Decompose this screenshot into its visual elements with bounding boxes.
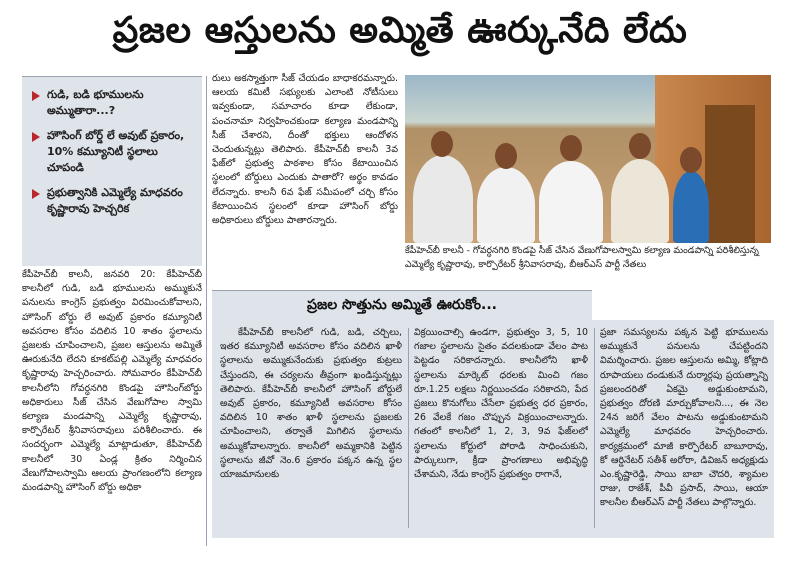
headline: ప్రజల ఆస్తులను అమ్మితే ఊర్కునేది లేదు [112,10,688,51]
article-text: రులు అకస్మాత్తుగా సీజ్ చేయడం బాధాకరమన్నారు. ఆలయ కమిటీ సభ్యులకు ఎలాంటి నోటీసులు ఇవ్వకుండా, సమాచారం కూడా లేకుండా, పంచనామా నిర్వహించకుండా కల్యాణ మండపాన్ని సీజ్ చేశారని, దీంతో భక్తులు ఆందోళన చెందుతున్నట్లు తెలిపారు. కేపీహెచ్‌బీ కాలనీ 3వ ఫేజ్‌లో ప్రభుత్వ పాఠశాల కోసం కేటాయించిన స్థలంలో బోర్డులు ఎందుకు పాతారో? అర్థం కావడం లేదన్నారు. కాలనీ 6వ ఫేజ్ సమీపంలో చర్చి కోసం కేటాయించిన స్థలంలో కూడా హౌసింగ్ బోర్డు అధికారులు బోర్డులు పాతారన్నారు. [212,73,398,227]
bottom-column-3 [600,326,768,534]
highlight-item [32,185,192,217]
photo-person-head [495,143,517,169]
highlight-text: గుడి, బడి భూములను అమ్ముతారా...? [47,88,144,117]
photo-door [705,105,755,243]
bottom-panel [212,320,774,538]
photo-person [673,171,709,243]
article-text: కేపీహెచ్‌బీ కాలనీలో గుడి, బడి, చర్చిలు, ఇతర కమ్యూనిటీ అవసరాల కోసం వదిలిన ఖాళీ స్థలాలను అమ్ముకునేందుకు ప్రభుత్వం కుట్రలు చేస్తుందని, ఈ చర్యలను తీవ్రంగా ఖండిస్తున్నట్లు తెలిపారు. కేపీహెచ్‌బీ కాలనీలో హౌసింగ్ బోర్డులే అవుట్ ప్రకారం, కమ్యూనిటీ అవసరాల కోసం వదిలిన 10 శాతం ఖాళీ స్థలాలను ప్రజలకు చూపించాలని, తర్వాతే మిగిలిన స్థలాలను అమ్ముకోవాలన్నారు. కాలనీలో అమ్మకానికి పెట్టిన స్థలాలను జీవో నెం.6 ప్రకారం పక్కన ఉన్న స్థల యాజమానులకు [220,327,402,481]
news-photo [405,75,771,243]
article-column-2 [212,72,398,284]
triangle-bullet-icon [32,189,40,199]
photo-person-head [560,135,582,161]
highlights-box [22,76,202,266]
photo-person [413,155,473,243]
article-text: ప్రజా సమస్యలను పక్కన పెట్టి భూములను అమ్ముకునే పనులను చేపట్టిందని విమర్శించారు. ప్రజల ఆస్తులను అమ్మి, కోట్లాది రూపాయలు దండుకునే దుర్మార్గపు ప్రయత్నాన్ని ప్రజలందరితో ఏకమై అడ్డుకుంటామని, ప్రభుత్వం దోరణి మార్చుకోవాలని..., ఈ నెల 24న జరిగే వేలం పాటను అడ్డుకుంటామని ఎమ్మెల్యే మాధవరం హెచ్చరించారు. కార్యక్రమంలో మాజీ కార్పొరేటర్ బాబూరావు, కో ఆర్డినేటర్ సతీశ్ అరోరా, డివిజన్ అధ్యక్షుడు ఎం.కృష్ణారెడ్డి, సాయి బాబా చౌదరి, శ్యామల రాజు, రాజేశ్, పీవీ ప్రసాద్, సాయి, ఆయా కాలనీల బీఆర్ఎస్ పార్టీ నేతలు పాల్గొన్నారు. [600,327,768,509]
highlight-item [32,87,192,119]
photo-person-head [680,147,702,173]
bottom-column-1 [220,326,402,534]
photo-person [539,161,603,243]
photo-person-head [431,131,453,157]
highlight-text: ప్రభుత్వానికి ఎమ్మెల్యే మాధవరం కృష్ణారావు హెచ్చరిక [47,186,183,215]
photo-caption: కేపీహెచ్‌బీ కాలనీ - గోవర్ధనగిరి కొండపై సీజ్ చేసిన వేణుగోపాలస్వామి కల్యాణ మండపాన్ని పరిశీలిస్తున్న ఎమ్మెల్యే కృష్ణారావు, కార్పొరేటర్ శ్రీనివాసరావు, బీఆర్ఎస్ పార్టీ నేతలు [405,245,759,270]
photo-person [477,167,535,243]
bottom-column-2 [414,326,588,534]
article-column-1 [22,268,202,558]
photo-person-head [629,133,651,159]
column-divider [408,328,409,528]
subheadline [212,290,592,321]
photo-person [611,159,669,243]
triangle-bullet-icon [32,91,40,101]
column-divider [206,76,207,546]
article-text: కేపీహెచ్‌బీ కాలనీ, జనవరి 20: కేపీహెచ్‌బీ కాలనీలో గుడి, బడి భూములను అమ్ముకునే పనులను కాంగ్రెస్ ప్రభుత్వం విరమించుకోవాలని, హౌసింగ్ బోర్డు లే అవుట్ ప్రకారం కమ్యూనిటీ అవసరాల కోసం వదిలిన 10 శాతం స్థలాలను ప్రజలకు చూపించాలని, ప్రజల ఆస్తులను అమ్మితే ఊరుకునేది లేదని కూకట్‌పల్లి ఎమ్మెల్యే మాధవరం కృష్ణారావు హెచ్చరించారు. సోమవారం కేపీహెచ్‌బీ కాలనీలోని గోవర్ధనగిరి కొండపై హౌసింగ్‌బోర్డు అధికారులు సీజ్ చేసిన వేణుగోపాల స్వామి కల్యాణ మండపాన్ని ఎమ్మెల్యే కృష్ణారావు, కార్పొరేటర్ శ్రీనివాసరావులు పరిశీలించారు. ఈ సందర్భంగా ఎమ్మెల్యే మాట్లాడుతూ, కేపీహెచ్‌బీ కాలనీలో 30 ఏండ్ల క్రితం నిర్మించిన వేణుగోపాలస్వామి ఆలయ ప్రాంగణంలోని కల్యాణ మండపాన్ని హౌసింగ్ బోర్డు అధికా [22,269,202,494]
highlight-item [32,128,192,176]
triangle-bullet-icon [32,132,40,142]
article-text: విక్రయించాల్సి ఉండగా, ప్రభుత్వం 3, 5, 10 గజాల స్థలాలను సైతం వదలకుండా వేలం పాట పెట్టడం సరికాదన్నారు. కాలనీలోని ఖాళీ స్థలాలను మార్కెట్ ధరలకు మించి గజం రూ.1.25 లక్షలు నిర్ణయించడం సరికాదని, పేద ప్రజలు కొనుగోలు చేసేలా ప్రభుత్వ ధర ప్రకారం, 26 వేలకే గజం చొప్పున విక్రయించాలన్నారు. గతంలో కాలనీలో 1, 2, 3, 9వ ఫేజ్‌లలో స్థలాలను కోర్టులో పోరాడి సాధించుకుని, పార్కులుగా, క్రీడా ప్రాంగణాలు అభివృద్ధి చేశామని, నేడు కాంగ్రెస్ ప్రభుత్వం రాగానే, [414,327,588,481]
column-divider [594,328,595,528]
subheadline-text: ప్రజల సొత్తును అమ్మితే ఊరుకోం... [307,296,497,313]
highlight-text: హౌసింగ్ బోర్డ్ లే అవుట్ ప్రకారం, 10% కమ్యూనిటీ స్థలాలు చూపండి [47,129,185,174]
